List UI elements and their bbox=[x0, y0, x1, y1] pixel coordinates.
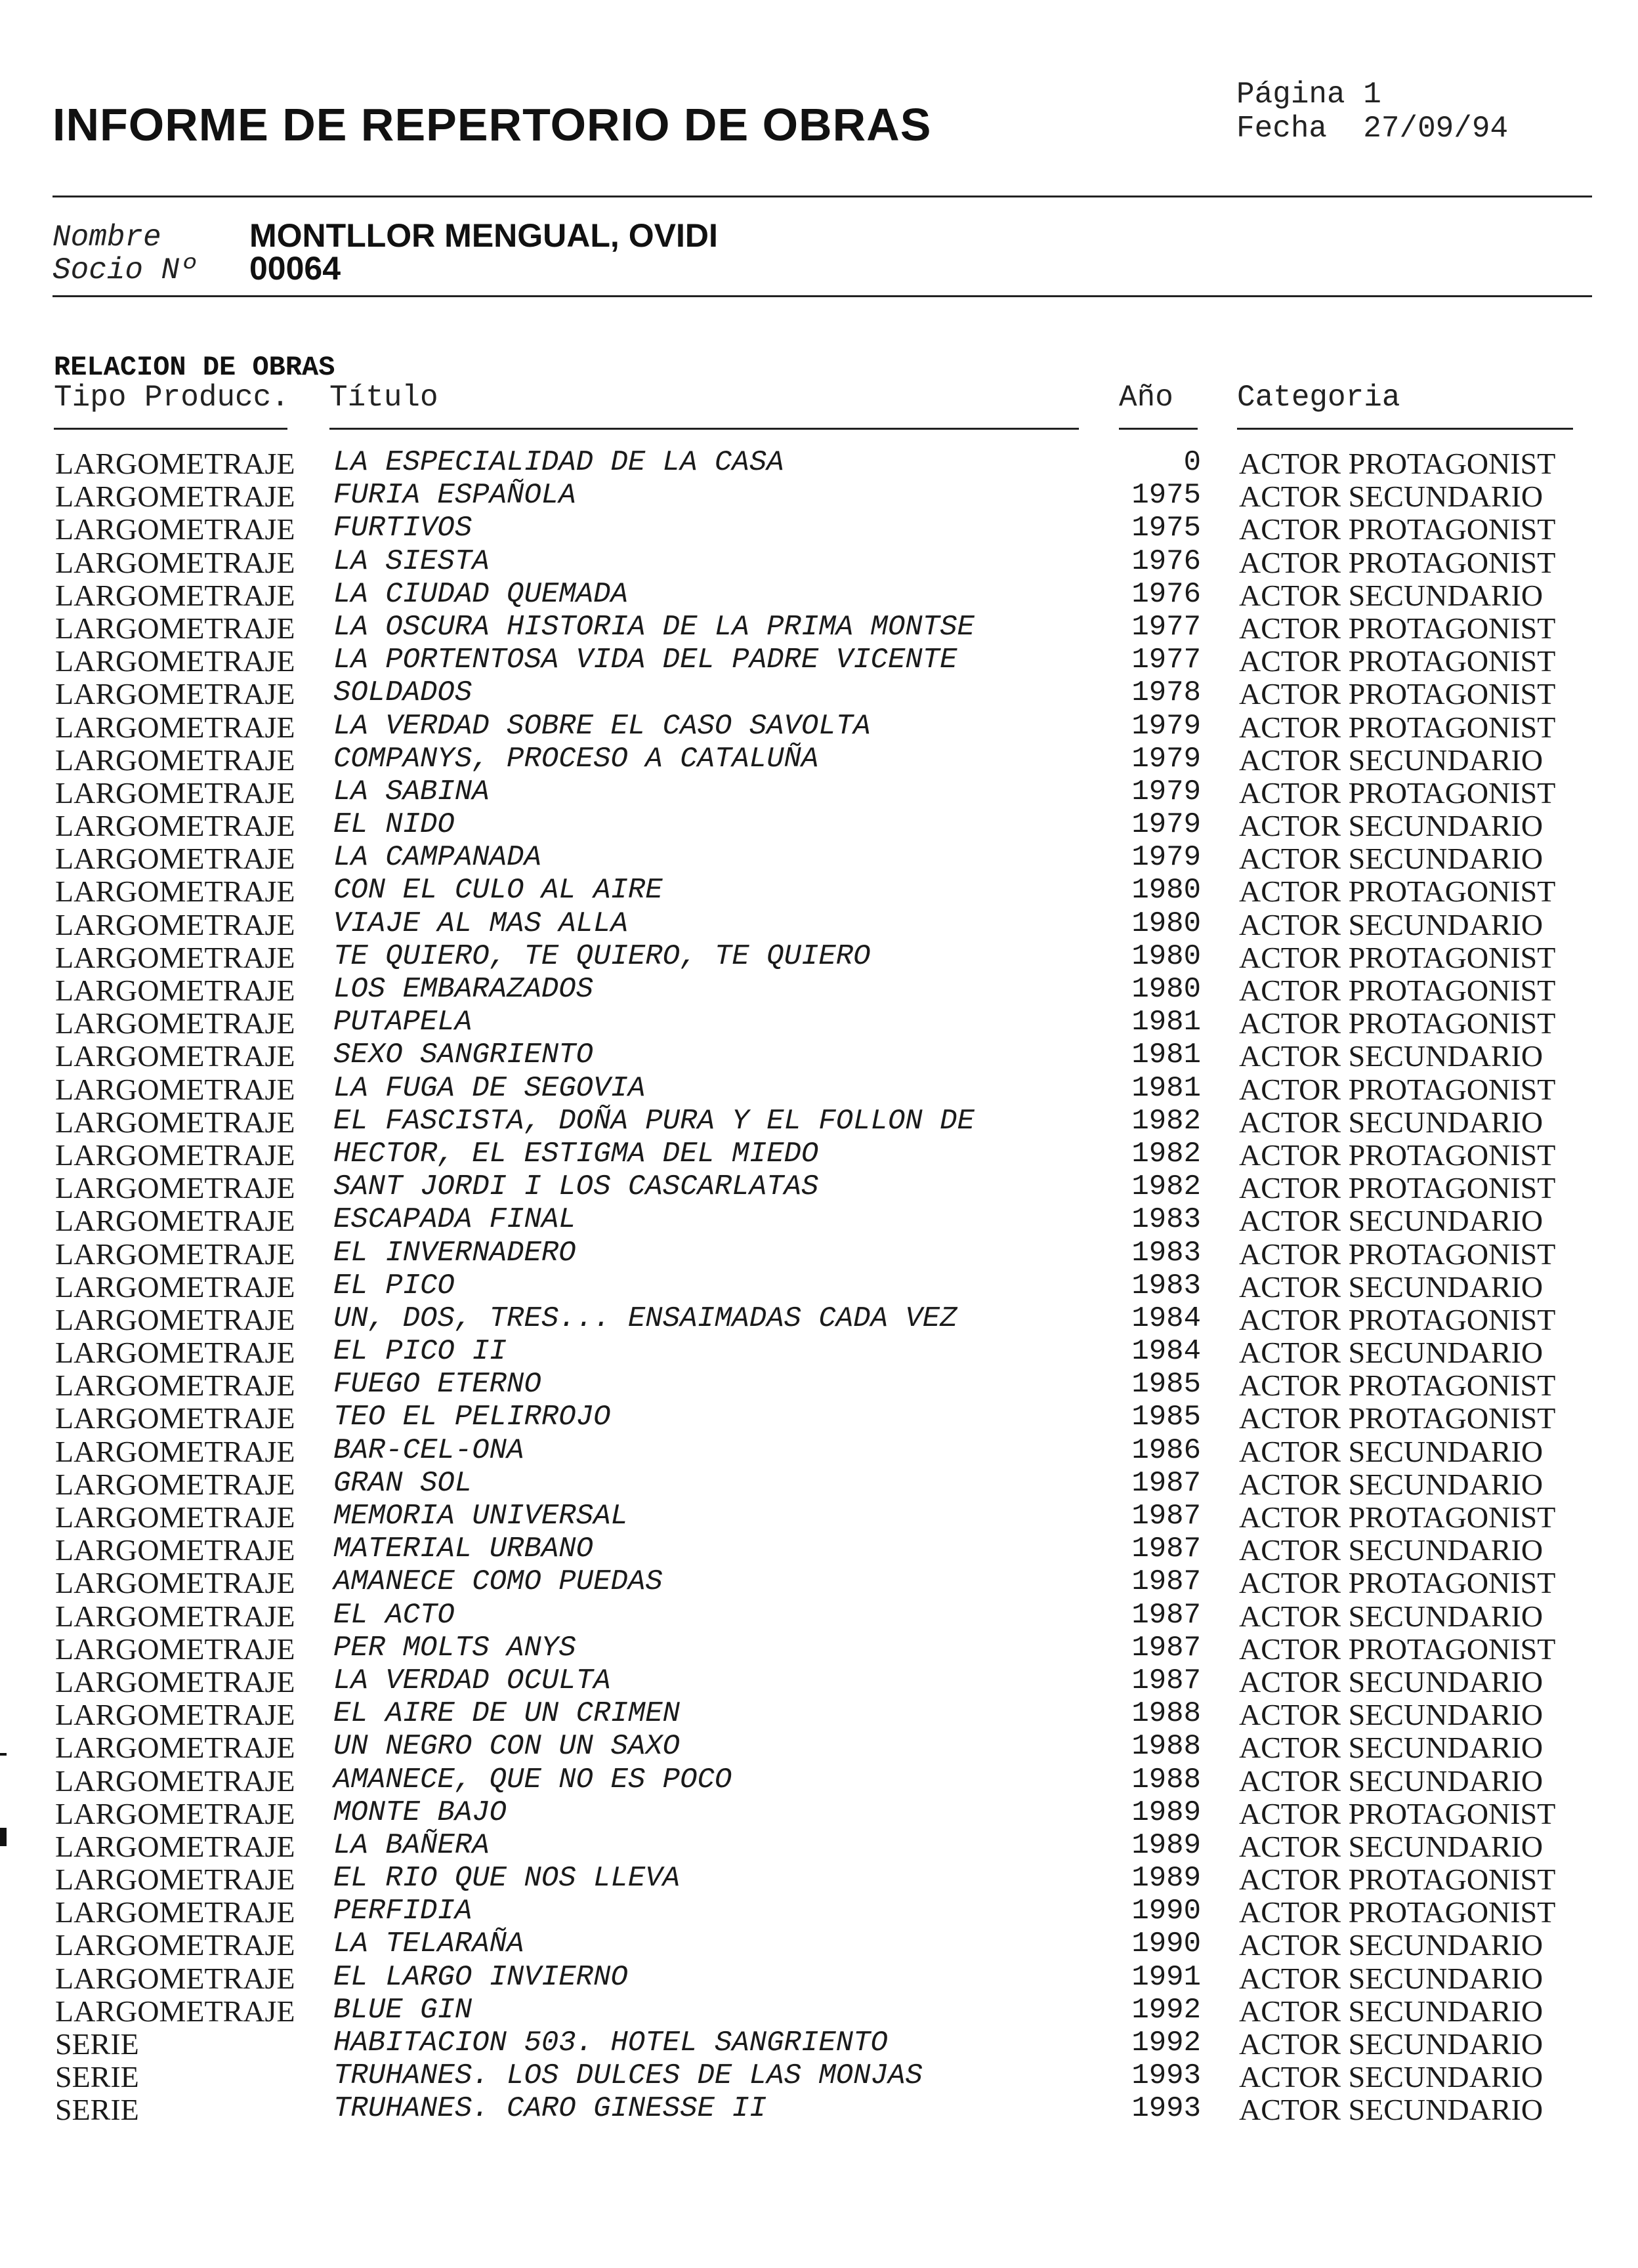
cell-categoria: ACTOR PROTAGONIST bbox=[1239, 1632, 1556, 1666]
cell-anio: 1987 bbox=[1131, 1533, 1201, 1566]
cell-anio: 1983 bbox=[1131, 1269, 1201, 1302]
cell-anio: 1985 bbox=[1131, 1368, 1201, 1401]
cell-tipo: LARGOMETRAJE bbox=[55, 1763, 295, 1798]
cell-titulo: EL PICO bbox=[333, 1269, 455, 1302]
cell-anio: 1988 bbox=[1131, 1730, 1201, 1763]
cell-anio: 1981 bbox=[1131, 1071, 1201, 1105]
name-label: Nombre bbox=[52, 220, 161, 255]
cell-anio: 1989 bbox=[1131, 1828, 1201, 1862]
cell-categoria: ACTOR SECUNDARIO bbox=[1239, 1039, 1544, 1073]
cell-tipo: LARGOMETRAJE bbox=[55, 1698, 295, 1732]
table-row bbox=[0, 1335, 1638, 1368]
cell-anio: 0 bbox=[1183, 446, 1201, 479]
cell-anio: 1986 bbox=[1131, 1433, 1201, 1467]
cell-tipo: LARGOMETRAJE bbox=[55, 1961, 295, 1995]
table-row bbox=[0, 1138, 1638, 1170]
cell-anio: 1982 bbox=[1131, 1170, 1201, 1204]
cell-tipo: LARGOMETRAJE bbox=[55, 1533, 295, 1567]
cell-anio: 1980 bbox=[1131, 874, 1201, 907]
table-row bbox=[0, 1170, 1638, 1203]
cell-titulo: LA ESPECIALIDAD DE LA CASA bbox=[333, 446, 784, 479]
cell-anio: 1990 bbox=[1131, 1895, 1201, 1928]
table-row bbox=[0, 1763, 1638, 1796]
table-row bbox=[0, 2059, 1638, 2092]
column-header-tipo: Tipo Producc. bbox=[54, 381, 289, 415]
cell-anio: 1975 bbox=[1131, 479, 1201, 512]
cell-titulo: BLUE GIN bbox=[333, 1993, 472, 2027]
cell-tipo: LARGOMETRAJE bbox=[55, 940, 295, 974]
cell-titulo: FURIA ESPAÑOLA bbox=[333, 479, 576, 512]
table-row bbox=[0, 644, 1638, 676]
cell-anio: 1980 bbox=[1131, 907, 1201, 940]
date-row bbox=[1236, 112, 1508, 146]
cell-tipo: LARGOMETRAJE bbox=[55, 743, 295, 777]
report-title: INFORME DE REPERTORIO DE OBRAS bbox=[52, 99, 932, 150]
cell-anio: 1979 bbox=[1131, 775, 1201, 808]
cell-categoria: ACTOR PROTAGONIST bbox=[1239, 1796, 1556, 1830]
table-row bbox=[0, 512, 1638, 545]
table-row bbox=[0, 676, 1638, 709]
cell-tipo: LARGOMETRAJE bbox=[55, 1599, 295, 1633]
cell-tipo: LARGOMETRAJE bbox=[55, 1863, 295, 1897]
cell-categoria: ACTOR PROTAGONIST bbox=[1239, 775, 1556, 810]
cell-categoria: ACTOR PROTAGONIST bbox=[1239, 1138, 1556, 1172]
cell-titulo: LA CAMPANADA bbox=[333, 841, 541, 875]
cell-categoria: ACTOR SECUNDARIO bbox=[1239, 1204, 1544, 1238]
cell-titulo: TE QUIERO, TE QUIERO, TE QUIERO bbox=[333, 939, 871, 973]
cell-categoria: ACTOR PROTAGONIST bbox=[1239, 1895, 1556, 1929]
cell-tipo: LARGOMETRAJE bbox=[55, 1664, 295, 1699]
cell-anio: 1993 bbox=[1131, 2059, 1201, 2093]
page-label: Página bbox=[1236, 77, 1345, 112]
table-row bbox=[0, 1006, 1638, 1039]
cell-tipo: LARGOMETRAJE bbox=[55, 1171, 295, 1205]
cell-tipo: LARGOMETRAJE bbox=[55, 710, 295, 744]
cell-tipo: LARGOMETRAJE bbox=[55, 775, 295, 810]
cell-titulo: EL LARGO INVIERNO bbox=[333, 1960, 628, 1994]
cell-anio: 1992 bbox=[1131, 1993, 1201, 2027]
cell-titulo: PER MOLTS ANYS bbox=[333, 1631, 576, 1664]
cell-categoria: ACTOR PROTAGONIST bbox=[1239, 512, 1556, 546]
table-row bbox=[0, 1533, 1638, 1565]
cell-anio: 1990 bbox=[1131, 1928, 1201, 1961]
table-row bbox=[0, 1632, 1638, 1664]
cell-tipo: LARGOMETRAJE bbox=[55, 1072, 295, 1106]
cell-anio: 1979 bbox=[1131, 808, 1201, 842]
cell-categoria: ACTOR SECUNDARIO bbox=[1239, 842, 1544, 876]
cell-anio: 1987 bbox=[1131, 1466, 1201, 1500]
cell-anio: 1977 bbox=[1131, 610, 1201, 644]
cell-categoria: ACTOR SECUNDARIO bbox=[1239, 1434, 1544, 1468]
table-row bbox=[0, 1203, 1638, 1236]
cell-categoria: ACTOR PROTAGONIST bbox=[1239, 545, 1556, 579]
cell-categoria: ACTOR PROTAGONIST bbox=[1239, 1401, 1556, 1435]
cell-titulo: LOS EMBARAZADOS bbox=[333, 973, 594, 1006]
cell-titulo: EL INVERNADERO bbox=[333, 1236, 576, 1269]
table-row bbox=[0, 1697, 1638, 1730]
cell-anio: 1987 bbox=[1131, 1565, 1201, 1599]
cell-categoria: ACTOR SECUNDARIO bbox=[1239, 1994, 1544, 2028]
table-row bbox=[0, 1269, 1638, 1302]
table-row bbox=[0, 2027, 1638, 2059]
table-row bbox=[0, 841, 1638, 874]
cell-categoria: ACTOR PROTAGONIST bbox=[1239, 1863, 1556, 1897]
cell-tipo: LARGOMETRAJE bbox=[55, 1401, 295, 1435]
cell-categoria: ACTOR SECUNDARIO bbox=[1239, 578, 1544, 612]
cell-titulo: EL PICO II bbox=[333, 1335, 507, 1369]
cell-anio: 1979 bbox=[1131, 841, 1201, 875]
member-id-label: Socio Nº bbox=[52, 253, 198, 287]
header-divider bbox=[52, 196, 1592, 197]
cell-titulo: LA CIUDAD QUEMADA bbox=[333, 577, 628, 611]
cell-titulo: EL NIDO bbox=[333, 808, 455, 842]
cell-categoria: ACTOR PROTAGONIST bbox=[1239, 1500, 1556, 1534]
cell-tipo: LARGOMETRAJE bbox=[55, 875, 295, 909]
cell-titulo: LA SIESTA bbox=[333, 545, 490, 578]
member-id: 00064 bbox=[249, 250, 341, 287]
table-row bbox=[0, 1401, 1638, 1433]
cell-titulo: EL AIRE DE UN CRIMEN bbox=[333, 1697, 681, 1731]
cell-tipo: LARGOMETRAJE bbox=[55, 578, 295, 612]
cell-tipo: LARGOMETRAJE bbox=[55, 809, 295, 843]
cell-anio: 1989 bbox=[1131, 1862, 1201, 1895]
table-row bbox=[0, 1664, 1638, 1697]
cell-titulo: AMANECE, QUE NO ES POCO bbox=[333, 1763, 732, 1796]
cell-categoria: ACTOR SECUNDARIO bbox=[1239, 1961, 1544, 1995]
cell-tipo: LARGOMETRAJE bbox=[55, 1895, 295, 1929]
page-row bbox=[1236, 77, 1508, 112]
cell-titulo: FURTIVOS bbox=[333, 512, 472, 545]
table-row bbox=[0, 1895, 1638, 1928]
report-date: 27/09/94 bbox=[1363, 112, 1509, 146]
cell-titulo: SANT JORDI I LOS CASCARLATAS bbox=[333, 1170, 819, 1204]
cell-categoria: ACTOR SECUNDARIO bbox=[1239, 2093, 1544, 2127]
table-row bbox=[0, 1862, 1638, 1895]
table-row bbox=[0, 907, 1638, 940]
page-number: 1 bbox=[1363, 77, 1381, 112]
cell-anio: 1987 bbox=[1131, 1631, 1201, 1664]
cell-anio: 1987 bbox=[1131, 1500, 1201, 1533]
cell-categoria: ACTOR PROTAGONIST bbox=[1239, 940, 1556, 974]
cell-tipo: LARGOMETRAJE bbox=[55, 1632, 295, 1666]
scan-edge-mark bbox=[0, 1828, 7, 1846]
column-underline-tipo bbox=[54, 428, 287, 430]
cell-anio: 1988 bbox=[1131, 1763, 1201, 1796]
cell-tipo: LARGOMETRAJE bbox=[55, 1500, 295, 1534]
cell-anio: 1977 bbox=[1131, 644, 1201, 677]
cell-anio: 1982 bbox=[1131, 1104, 1201, 1138]
cell-tipo: LARGOMETRAJE bbox=[55, 1369, 295, 1403]
cell-categoria: ACTOR SECUNDARIO bbox=[1239, 2060, 1544, 2094]
cell-tipo: LARGOMETRAJE bbox=[55, 1105, 295, 1139]
cell-tipo: LARGOMETRAJE bbox=[55, 1467, 295, 1501]
cell-anio: 1984 bbox=[1131, 1302, 1201, 1335]
cell-categoria: ACTOR PROTAGONIST bbox=[1239, 611, 1556, 645]
cell-titulo: ESCAPADA FINAL bbox=[333, 1203, 576, 1237]
cell-categoria: ACTOR PROTAGONIST bbox=[1239, 875, 1556, 909]
cell-tipo: LARGOMETRAJE bbox=[55, 1237, 295, 1271]
table-row bbox=[0, 1961, 1638, 1994]
cell-categoria: ACTOR SECUNDARIO bbox=[1239, 1829, 1544, 1863]
cell-titulo: BAR-CEL-ONA bbox=[333, 1433, 524, 1467]
column-header-anio: Año bbox=[1119, 381, 1173, 415]
cell-categoria: ACTOR SECUNDARIO bbox=[1239, 2027, 1544, 2061]
cell-categoria: ACTOR SECUNDARIO bbox=[1239, 480, 1544, 514]
cell-titulo: EL ACTO bbox=[333, 1598, 455, 1632]
column-underline-titulo bbox=[329, 428, 1079, 430]
cell-titulo: SOLDADOS bbox=[333, 676, 472, 710]
cell-anio: 1978 bbox=[1131, 676, 1201, 710]
cell-tipo: LARGOMETRAJE bbox=[55, 1928, 295, 1962]
cell-categoria: ACTOR PROTAGONIST bbox=[1239, 1566, 1556, 1600]
cell-titulo: PUTAPELA bbox=[333, 1006, 472, 1039]
cell-titulo: UN, DOS, TRES... ENSAIMADAS CADA VEZ bbox=[333, 1302, 957, 1335]
cell-titulo: HECTOR, EL ESTIGMA DEL MIEDO bbox=[333, 1137, 819, 1170]
cell-titulo: FUEGO ETERNO bbox=[333, 1368, 541, 1401]
cell-titulo: TEO EL PELIRROJO bbox=[333, 1401, 611, 1434]
cell-titulo: LA VERDAD SOBRE EL CASO SAVOLTA bbox=[333, 709, 871, 743]
table-row bbox=[0, 775, 1638, 808]
table-row bbox=[0, 940, 1638, 973]
cell-categoria: ACTOR SECUNDARIO bbox=[1239, 907, 1544, 941]
cell-categoria: ACTOR PROTAGONIST bbox=[1239, 1302, 1556, 1336]
cell-anio: 1976 bbox=[1131, 577, 1201, 611]
cell-titulo: PERFIDIA bbox=[333, 1895, 472, 1928]
cell-categoria: ACTOR PROTAGONIST bbox=[1239, 1369, 1556, 1403]
table-row bbox=[0, 973, 1638, 1006]
cell-categoria: ACTOR PROTAGONIST bbox=[1239, 677, 1556, 711]
table-row bbox=[0, 1467, 1638, 1500]
cell-anio: 1987 bbox=[1131, 1598, 1201, 1632]
cell-categoria: ACTOR SECUNDARIO bbox=[1239, 1664, 1544, 1699]
cell-tipo: LARGOMETRAJE bbox=[55, 611, 295, 645]
cell-anio: 1980 bbox=[1131, 973, 1201, 1006]
cell-titulo: EL FASCISTA, DOÑA PURA Y EL FOLLON DE bbox=[333, 1104, 975, 1138]
cell-tipo: LARGOMETRAJE bbox=[55, 545, 295, 579]
table-row bbox=[0, 2092, 1638, 2125]
cell-titulo: MEMORIA UNIVERSAL bbox=[333, 1500, 628, 1533]
cell-anio: 1981 bbox=[1131, 1039, 1201, 1072]
cell-categoria: ACTOR PROTAGONIST bbox=[1239, 644, 1556, 678]
cell-anio: 1980 bbox=[1131, 939, 1201, 973]
cell-titulo: MATERIAL URBANO bbox=[333, 1533, 594, 1566]
cell-tipo: LARGOMETRAJE bbox=[55, 512, 295, 546]
cell-tipo: LARGOMETRAJE bbox=[55, 1434, 295, 1468]
cell-tipo: LARGOMETRAJE bbox=[55, 1138, 295, 1172]
cell-tipo: LARGOMETRAJE bbox=[55, 1302, 295, 1336]
member-divider bbox=[52, 295, 1592, 297]
date-label: Fecha bbox=[1236, 112, 1328, 146]
table-row bbox=[0, 710, 1638, 743]
cell-categoria: ACTOR SECUNDARIO bbox=[1239, 1698, 1544, 1732]
table-row bbox=[0, 1105, 1638, 1138]
table-row bbox=[0, 1500, 1638, 1533]
column-header-titulo: Título bbox=[329, 381, 438, 415]
cell-titulo: LA BAÑERA bbox=[333, 1828, 490, 1862]
cell-tipo: SERIE bbox=[55, 2027, 139, 2061]
cell-categoria: ACTOR PROTAGONIST bbox=[1239, 1072, 1556, 1106]
cell-titulo: LA FUGA DE SEGOVIA bbox=[333, 1071, 646, 1105]
cell-categoria: ACTOR SECUNDARIO bbox=[1239, 809, 1544, 843]
section-title: RELACION DE OBRAS bbox=[54, 352, 335, 383]
page-meta bbox=[1236, 77, 1508, 146]
cell-anio: 1983 bbox=[1131, 1236, 1201, 1269]
cell-tipo: LARGOMETRAJE bbox=[55, 842, 295, 876]
cell-titulo: CON EL CULO AL AIRE bbox=[333, 874, 663, 907]
cell-anio: 1984 bbox=[1131, 1335, 1201, 1369]
table-row bbox=[0, 578, 1638, 611]
cell-titulo: COMPANYS, PROCESO A CATALUÑA bbox=[333, 742, 819, 775]
cell-tipo: LARGOMETRAJE bbox=[55, 480, 295, 514]
table-row bbox=[0, 1237, 1638, 1269]
cell-categoria: ACTOR SECUNDARIO bbox=[1239, 1269, 1544, 1304]
cell-categoria: ACTOR SECUNDARIO bbox=[1239, 1467, 1544, 1501]
cell-tipo: LARGOMETRAJE bbox=[55, 644, 295, 678]
cell-anio: 1988 bbox=[1131, 1697, 1201, 1731]
works-table bbox=[0, 446, 1638, 2126]
cell-anio: 1979 bbox=[1131, 742, 1201, 775]
table-row bbox=[0, 1565, 1638, 1598]
cell-tipo: LARGOMETRAJE bbox=[55, 1039, 295, 1073]
cell-titulo: EL RIO QUE NOS LLEVA bbox=[333, 1862, 681, 1895]
cell-anio: 1983 bbox=[1131, 1203, 1201, 1237]
cell-titulo: LA VERDAD OCULTA bbox=[333, 1664, 611, 1697]
cell-tipo: SERIE bbox=[55, 2093, 139, 2127]
cell-anio: 1975 bbox=[1131, 512, 1201, 545]
cell-anio: 1981 bbox=[1131, 1006, 1201, 1039]
cell-categoria: ACTOR SECUNDARIO bbox=[1239, 743, 1544, 777]
table-row bbox=[0, 611, 1638, 644]
cell-titulo: UN NEGRO CON UN SAXO bbox=[333, 1730, 681, 1763]
cell-tipo: LARGOMETRAJE bbox=[55, 1336, 295, 1370]
table-row bbox=[0, 1730, 1638, 1763]
cell-titulo: GRAN SOL bbox=[333, 1466, 472, 1500]
cell-anio: 1992 bbox=[1131, 2027, 1201, 2059]
cell-titulo: TRUHANES. CARO GINESSE II bbox=[333, 2092, 767, 2126]
cell-categoria: ACTOR PROTAGONIST bbox=[1239, 1237, 1556, 1271]
table-row bbox=[0, 1829, 1638, 1862]
cell-categoria: ACTOR SECUNDARIO bbox=[1239, 1533, 1544, 1567]
cell-titulo: VIAJE AL MAS ALLA bbox=[333, 907, 628, 940]
cell-anio: 1987 bbox=[1131, 1664, 1201, 1697]
cell-tipo: LARGOMETRAJE bbox=[55, 1269, 295, 1304]
cell-tipo: LARGOMETRAJE bbox=[55, 677, 295, 711]
cell-tipo: LARGOMETRAJE bbox=[55, 974, 295, 1007]
cell-categoria: ACTOR SECUNDARIO bbox=[1239, 1928, 1544, 1962]
table-row bbox=[0, 446, 1638, 479]
cell-tipo: LARGOMETRAJE bbox=[55, 907, 295, 941]
cell-categoria: ACTOR PROTAGONIST bbox=[1239, 1171, 1556, 1205]
table-row bbox=[0, 743, 1638, 775]
cell-tipo: LARGOMETRAJE bbox=[55, 1796, 295, 1830]
cell-tipo: LARGOMETRAJE bbox=[55, 1566, 295, 1600]
table-row bbox=[0, 479, 1638, 512]
cell-tipo: LARGOMETRAJE bbox=[55, 1731, 295, 1765]
table-row bbox=[0, 1039, 1638, 1071]
cell-tipo: LARGOMETRAJE bbox=[55, 1829, 295, 1863]
cell-titulo: LA OSCURA HISTORIA DE LA PRIMA MONTSE bbox=[333, 610, 975, 644]
table-row bbox=[0, 1928, 1638, 1960]
cell-categoria: ACTOR SECUNDARIO bbox=[1239, 1599, 1544, 1633]
cell-tipo: SERIE bbox=[55, 2060, 139, 2094]
table-row bbox=[0, 1599, 1638, 1632]
table-row bbox=[0, 1368, 1638, 1401]
column-underline-categoria bbox=[1237, 428, 1573, 430]
column-header-categoria: Categoria bbox=[1237, 381, 1400, 415]
cell-titulo: AMANECE COMO PUEDAS bbox=[333, 1565, 663, 1599]
cell-titulo: LA TELARAÑA bbox=[333, 1928, 524, 1961]
table-row bbox=[0, 808, 1638, 841]
table-row bbox=[0, 1302, 1638, 1335]
cell-titulo: HABITACION 503. HOTEL SANGRIENTO bbox=[333, 2027, 888, 2059]
cell-titulo: LA PORTENTOSA VIDA DEL PADRE VICENTE bbox=[333, 644, 957, 677]
table-row bbox=[0, 545, 1638, 578]
cell-anio: 1993 bbox=[1131, 2092, 1201, 2126]
cell-titulo: LA SABINA bbox=[333, 775, 490, 808]
cell-tipo: LARGOMETRAJE bbox=[55, 447, 295, 480]
cell-anio: 1991 bbox=[1131, 1960, 1201, 1994]
table-row bbox=[0, 1434, 1638, 1467]
member-name: MONTLLOR MENGUAL, OVIDI bbox=[249, 217, 718, 254]
cell-categoria: ACTOR PROTAGONIST bbox=[1239, 974, 1556, 1007]
cell-categoria: ACTOR PROTAGONIST bbox=[1239, 710, 1556, 744]
cell-titulo: SEXO SANGRIENTO bbox=[333, 1039, 594, 1072]
cell-anio: 1976 bbox=[1131, 545, 1201, 578]
scan-edge-mark bbox=[0, 1753, 7, 1756]
cell-anio: 1982 bbox=[1131, 1137, 1201, 1170]
cell-titulo: TRUHANES. LOS DULCES DE LAS MONJAS bbox=[333, 2059, 923, 2093]
column-underline-anio bbox=[1119, 428, 1198, 430]
table-row bbox=[0, 1796, 1638, 1829]
cell-categoria: ACTOR SECUNDARIO bbox=[1239, 1731, 1544, 1765]
cell-tipo: LARGOMETRAJE bbox=[55, 1994, 295, 2028]
table-row bbox=[0, 1072, 1638, 1105]
cell-titulo: MONTE BAJO bbox=[333, 1796, 507, 1829]
table-row bbox=[0, 874, 1638, 907]
cell-anio: 1985 bbox=[1131, 1401, 1201, 1434]
cell-categoria: ACTOR PROTAGONIST bbox=[1239, 1006, 1556, 1041]
cell-tipo: LARGOMETRAJE bbox=[55, 1204, 295, 1238]
cell-anio: 1989 bbox=[1131, 1796, 1201, 1829]
table-row bbox=[0, 1994, 1638, 2027]
cell-tipo: LARGOMETRAJE bbox=[55, 1006, 295, 1041]
cell-anio: 1979 bbox=[1131, 709, 1201, 743]
cell-categoria: ACTOR SECUNDARIO bbox=[1239, 1336, 1544, 1370]
cell-categoria: ACTOR SECUNDARIO bbox=[1239, 1105, 1544, 1139]
cell-categoria: ACTOR SECUNDARIO bbox=[1239, 1763, 1544, 1798]
cell-categoria: ACTOR PROTAGONIST bbox=[1239, 447, 1556, 480]
